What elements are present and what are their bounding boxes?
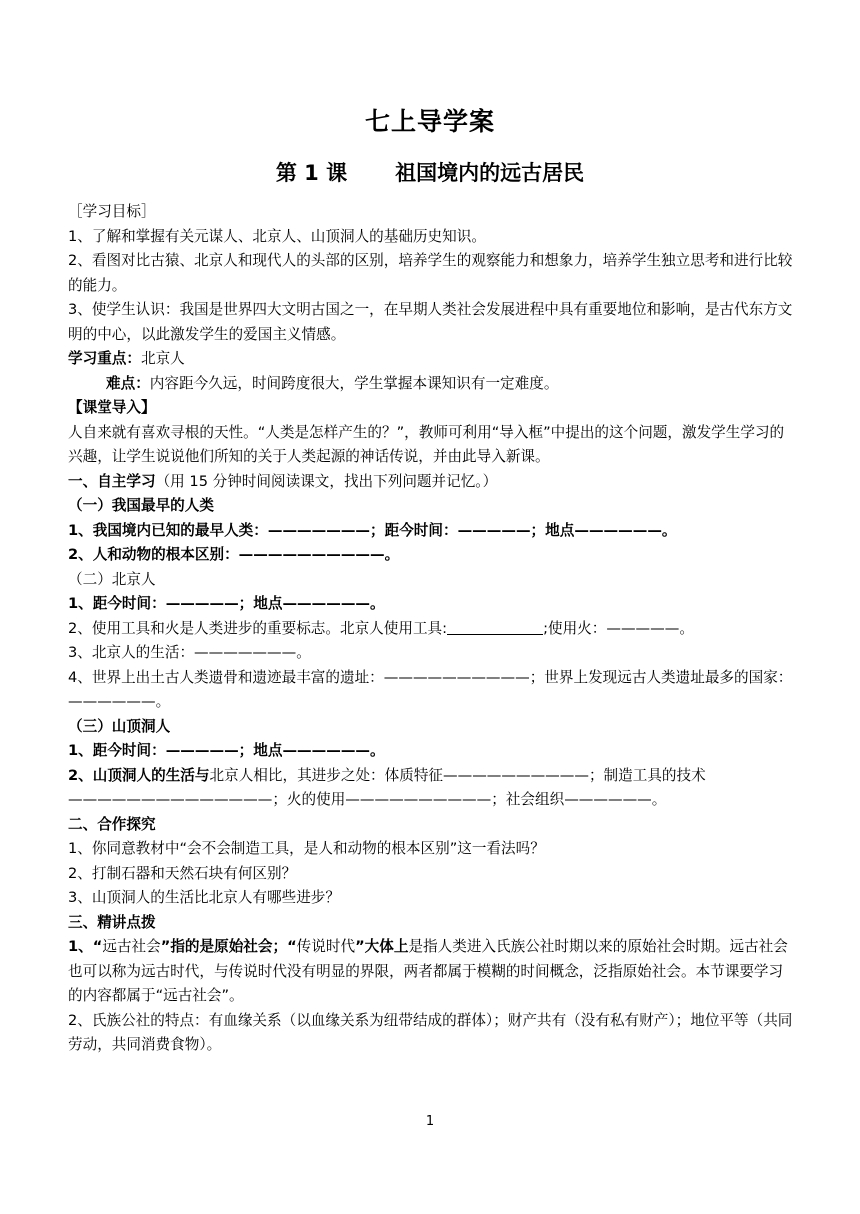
- lesson-number: 第 1 课: [275, 161, 348, 185]
- self-study-note: （用 15 分钟时间阅读课文，找出下列问题并记忆。）: [155, 472, 498, 490]
- page-number: 1: [425, 1114, 435, 1129]
- explanation-text: 1、“: [68, 938, 103, 955]
- section-heading: （一）我国最早的人类: [68, 497, 214, 514]
- discussion-question: 3、山顶洞人的生活比北京人有哪些进步？: [68, 889, 340, 906]
- explanation-text: ”大体上: [355, 938, 409, 955]
- question-item: 4、世界上出土古人类遗骨和遗迹最丰富的遗址：——————————；世界上发现远古人类遗址最多的国家：——————。: [68, 668, 793, 710]
- self-study-heading: 一、自主学习: [68, 472, 156, 490]
- explanation-paragraph: [68, 935, 794, 1009]
- question-item: 1、距今时间：—————；地点——————。: [68, 742, 385, 759]
- difficulty-line: [68, 372, 794, 397]
- question-text: 2、使用工具和火是人类进步的重要标志。北京人使用工具:: [68, 619, 448, 637]
- question-text: ;使用火：—————。: [543, 619, 694, 637]
- keypoint-text: 北京人: [140, 350, 185, 367]
- question-item: 1、我国境内已知的最早人类：———————；距今时间：—————；地点——————。: [68, 521, 677, 539]
- objective-item: 1、了解和掌握有关元谋人、北京人、山顶洞人的基础历史知识。: [68, 227, 486, 245]
- section-heading: （三）山顶洞人: [68, 717, 171, 735]
- lesson-title: [0, 157, 860, 187]
- intro-heading: 【课堂导入】: [68, 399, 156, 416]
- document-body: [68, 200, 794, 1058]
- question-text-bold: 2、山顶洞人的生活与: [68, 766, 210, 784]
- difficulty-label: 难点：: [106, 374, 150, 392]
- explanation-text: 远古社会: [102, 938, 161, 955]
- keypoint-label: 学习重点：: [68, 350, 141, 367]
- question-item: [68, 764, 794, 813]
- lesson-name: 祖国境内的远古居民: [395, 161, 585, 185]
- question-item: 1、距今时间：—————；地点——————。: [68, 595, 385, 612]
- intro-text: 人自来就有喜欢寻根的天性。“人类是怎样产生的？”，教师可利用“导入框”中提出的这个问题，激发学生学习的兴趣，让学生说说他们所知的关于人类起源的神话传说，并由此导入新课。: [68, 423, 785, 465]
- discussion-question: 1、你同意教材中“会不会制造工具，是人和动物的根本区别”这一看法吗？: [68, 840, 545, 857]
- question-item: [68, 617, 794, 642]
- section-heading: （二）北京人: [68, 570, 156, 588]
- explanation-paragraph: 2、氏族公社的特点：有血缘关系（以血缘关系为纽带结成的群体）；财产共有（没有私有财产）；地位平等（共同劳动，共同消费食物）。: [68, 1011, 793, 1053]
- question-item: 2、人和动物的根本区别：——————————。: [68, 546, 400, 563]
- question-text: 北京人相比，其进步之处：体质特征——————————；制造工具的技术——————————————；火的使用——————————；社会组织——————。: [68, 766, 706, 808]
- answer-blank: [447, 620, 543, 635]
- discussion-question: 2、打制石器和天然石块有何区别？: [68, 864, 297, 882]
- objectives-heading: ［学习目标］: [68, 203, 156, 220]
- keypoint-line: [68, 347, 794, 372]
- explanation-text: ”指的是原始社会；“: [160, 938, 297, 955]
- question-item: 3、北京人的生活：———————。: [68, 644, 311, 661]
- explanation-text: 传说时代: [296, 938, 356, 955]
- objective-item: 3、使学生认识：我国是世界四大文明古国之一，在早期人类社会发展进程中具有重要地位和影响，是古代东方文明的中心，以此激发学生的爱国主义情感。: [68, 301, 793, 343]
- explanation-heading: 三、精讲点拨: [68, 913, 156, 931]
- cooperation-heading: 二、合作探究: [68, 815, 156, 833]
- explanation-text: 是指人类进入氏族公社时期以来的原始社会时期。远古社会也可以称为远古时代，与传说时代没有明显的界限，两者都属于模糊的时间概念，泛指原始社会。本节课要学习的内容都属于“远古社会”。: [68, 938, 788, 1004]
- objective-item: 2、看图对比古猿、北京人和现代人的头部的区别，培养学生的观察能力和想象力，培养学生独立思考和进行比较的能力。: [68, 252, 793, 294]
- difficulty-text: 内容距今久远，时间跨度很大，学生掌握本课知识有一定难度。: [149, 374, 559, 392]
- self-study-line: [68, 470, 794, 495]
- page-title: 七上导学案: [364, 107, 495, 136]
